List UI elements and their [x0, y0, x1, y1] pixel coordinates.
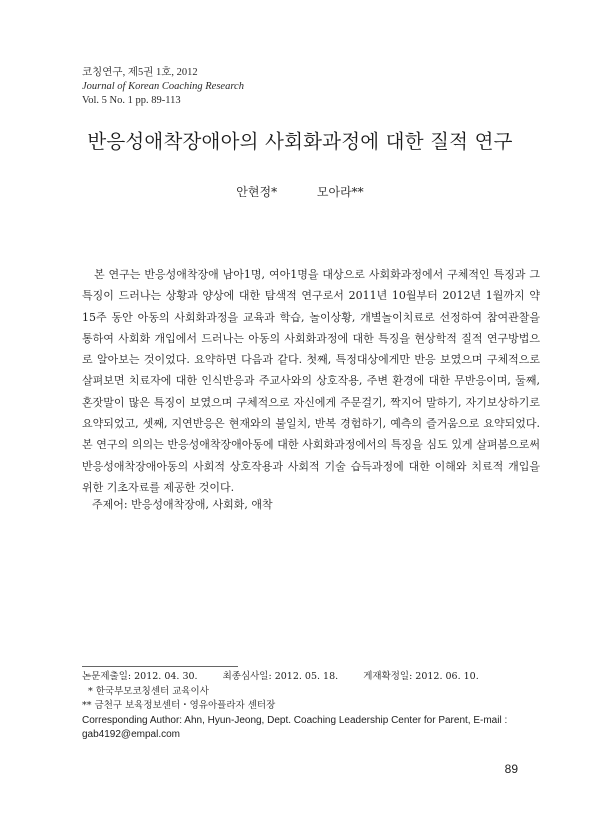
keywords: 주제어: 반응성애착장애, 사회화, 애착	[92, 498, 273, 511]
footnote-divider	[82, 666, 238, 667]
accepted-date: 게재확정일: 2012. 06. 10.	[363, 671, 479, 682]
corresponding-author: Corresponding Author: Ahn, Hyun-Jeong, Dept. Coaching Leadership Center for Parent, E-mail : gab4192@empal.com	[82, 714, 508, 740]
journal-volume: Vol. 5 No. 1 pp. 89-113	[82, 95, 181, 106]
author-list	[0, 183, 600, 200]
received-date: 논문제출일: 2012. 04. 30.	[82, 671, 198, 682]
affiliation-second-author: ** 금천구 보육정보센터・영유아플라자 센터장	[82, 700, 276, 711]
journal-english-name: Journal of Korean Coaching Research	[82, 81, 244, 92]
journal-korean-citation: 코칭연구, 제5권 1호, 2012	[82, 67, 198, 78]
author-first: 안현정*	[236, 185, 278, 199]
page-number: 89	[504, 762, 518, 776]
reviewed-date: 최종심사일: 2012. 05. 18.	[222, 671, 339, 682]
submission-dates	[82, 670, 552, 685]
abstract-body: 본 연구는 반응성애착장애 남아1명, 여아1명을 대상으로 사회화과정에서 구체적인 특징과 그 특징이 드러나는 상황과 양상에 대한 탐색적 연구로서 2011년 10월부터 2012년 1월까지 약 15주 동안 아동의 사회화과정을 교육과 학습, 놀이상황, 개별놀이치료로 선정하여 참여관찰을 통하여 사회화 개입에서 드러나는 아동의 사회화과정에 대한 특징을 현상학적 질적 연구방법으로 알아보는 것이었다. 요약하면 다음과 같다. 첫째, 특정대상에게만 반응 보였으며 구체적으로 살펴보면 치료자에 대한 인식반응과 주교사와의 상호작용, 주변 환경에 대한 무반응이며, 둘째, 혼잣말이 많은 특징이 보였으며 구체적으로 자신에게 주문걸기, 짝지어 말하기, 자기보상하기로 요약되었고, 셋째, 지연반응은 현재와의 불일치, 반복 경험하기, 예측의 즐거움으로 요약되었다. 본 연구의 의의는 반응성애착장애아동에 대한 사회화과정에서의 특징을 심도 있게 살펴봄으로써 반응성애착장애아동의 사회적 상호작용과 사회적 기술 습득과정에 대한 이해와 치료적 개입을 위한 기초자료를 제공한 것이다.	[82, 268, 540, 494]
footnotes	[82, 670, 552, 743]
affiliation-first-author: * 한국부모코칭센터 교육이사	[88, 685, 209, 697]
journal-header	[82, 66, 244, 108]
author-second: 모아라**	[316, 185, 364, 199]
paper-title: 반응성애착장애아의 사회화과정에 대한 질적 연구	[87, 130, 513, 153]
